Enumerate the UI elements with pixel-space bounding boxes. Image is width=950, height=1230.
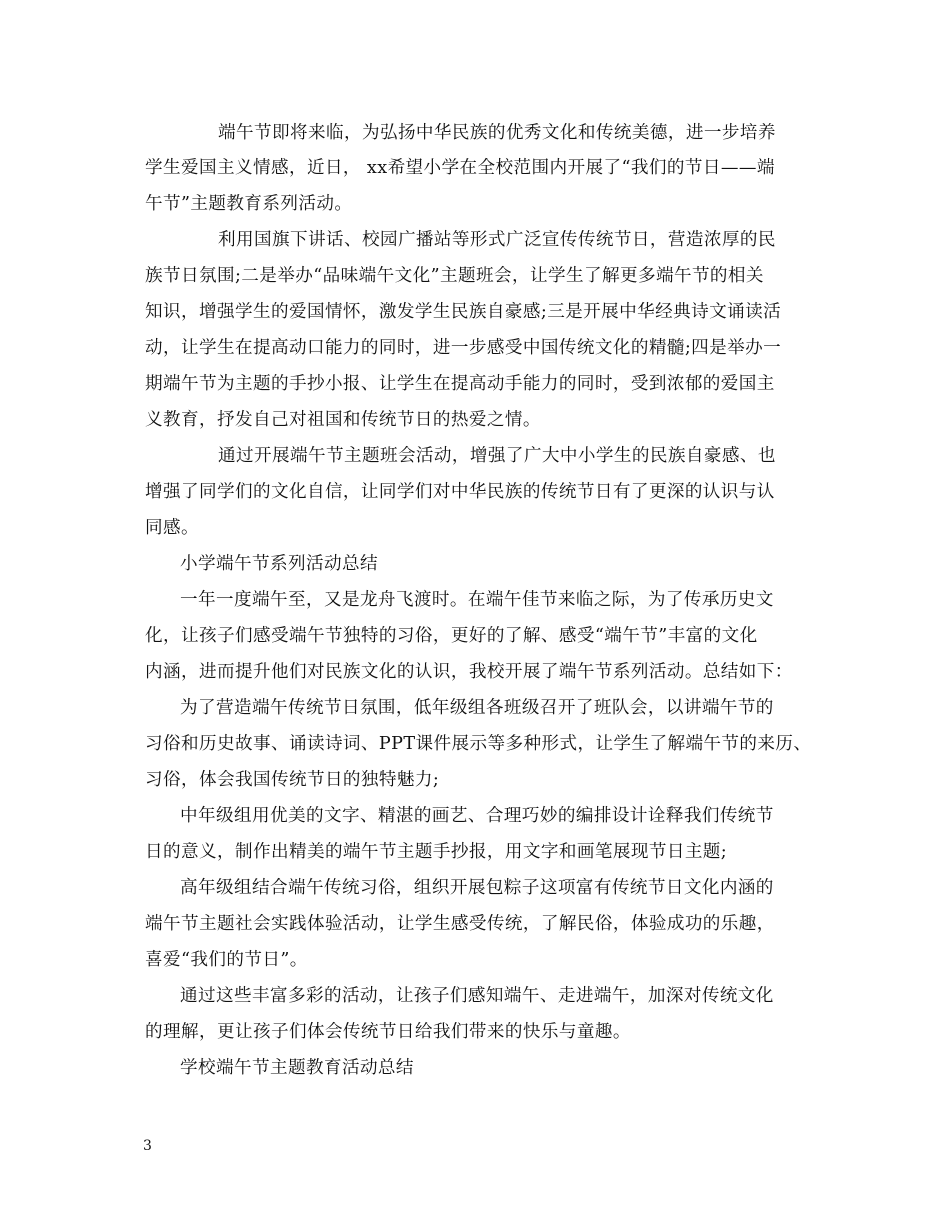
- text-line-3: 午节”主题教育系列活动。: [145, 194, 353, 214]
- text-line-11: 增强了同学们的文化自信，让同学们对中华民族的传统节日有了更深的认识与认: [145, 482, 775, 502]
- text-line-19: 习俗，体会我国传统节日的独特魅力;: [145, 770, 440, 790]
- text-line-26: 的理解，更让孩子们体会传统节日给我们带来的快乐与童趣。: [145, 1022, 631, 1042]
- text-line-23: 端午节主题社会实践体验活动，让学生感受传统，了解民俗，体验成功的乐趣，: [145, 914, 775, 934]
- text-line-21: 日的意义，制作出精美的端午节主题手抄报，用文字和画笔展现节日主题;: [145, 842, 728, 862]
- text-line-17: 为了营造端午传统节日氛围，低年级组各班级召开了班队会，以讲端午节的: [180, 698, 774, 718]
- text-line-25: 通过这些丰富多彩的活动，让孩子们感知端午、走进端午，加深对传统文化: [180, 986, 774, 1006]
- text-line-4: 利用国旗下讲话、校园广播站等形式广泛宣传传统节日，营造浓厚的民: [218, 230, 776, 250]
- text-line-20: 中年级组用优美的文字、精湛的画艺、合理巧妙的编排设计诠释我们传统节: [180, 806, 774, 826]
- text-line-22: 高年级组结合端午传统习俗，组织开展包粽子这项富有传统节日文化内涵的: [180, 878, 774, 898]
- text-line-15: 化，让孩子们感受端午节独特的习俗，更好的了解、感受“端午节”丰富的文化: [145, 626, 758, 646]
- text-line-10: 通过开展端午节主题班会活动，增强了广大中小学生的民族自豪感、也: [218, 446, 776, 466]
- text-line-14: 一年一度端午至，又是龙舟飞渡时。在端午佳节来临之际，为了传承历史文: [180, 590, 774, 610]
- text-line-6: 知识，增强学生的爱国情怀，激发学生民族自豪感;三是开展中华经典诗文诵读活: [145, 302, 782, 322]
- section-heading-primary-school: 小学端午节系列活动总结: [180, 554, 378, 574]
- text-line-12: 同感。: [145, 518, 199, 538]
- text-line-24: 喜爱“我们的节日”。: [145, 950, 308, 970]
- text-line-8: 期端午节为主题的手抄小报、让学生在提高动手能力的同时，受到浓郁的爱国主: [145, 374, 775, 394]
- text-line-2: 学生爱国主义情感，近日， xx希望小学在全校范围内开展了“我们的节日——端: [145, 158, 775, 178]
- text-line-1: 端午节即将来临，为弘扬中华民族的优秀文化和传统美德，进一步培养: [218, 123, 776, 143]
- text-line-18: 习俗和历史故事、诵读诗词、PPT课件展示等多种形式，让学生了解端午节的来历、: [145, 734, 812, 754]
- page-number: 3: [143, 1138, 152, 1154]
- text-line-16: 内涵，进而提升他们对民族文化的认识，我校开展了端午节系列活动。总结如下：: [145, 662, 793, 682]
- text-line-7: 动，让学生在提高动口能力的同时，进一步感受中国传统文化的精髓;四是举办一: [145, 338, 782, 358]
- section-heading-school: 学校端午节主题教育活动总结: [180, 1058, 414, 1078]
- text-line-9: 义教育，抒发自己对祖国和传统节日的热爱之情。: [145, 410, 541, 430]
- text-line-5: 族节日氛围;二是举办“品味端午文化”主题班会，让学生了解更多端午节的相关: [145, 266, 764, 286]
